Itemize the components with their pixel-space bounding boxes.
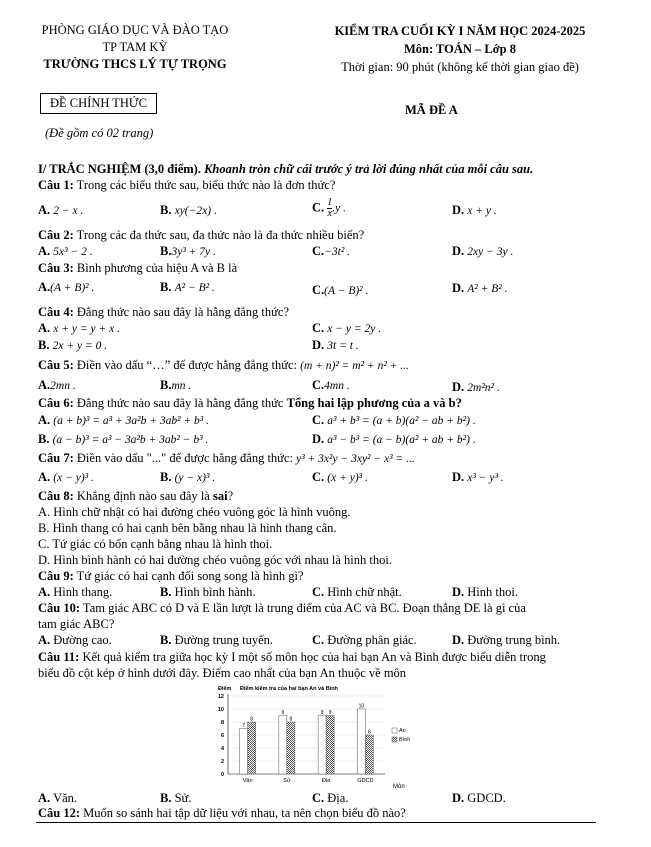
q9-option-c[interactable]: C. Hình chữ nhật. xyxy=(312,585,402,599)
q3-option-c[interactable]: C.(A − B)² . xyxy=(312,283,369,297)
q11-option-c[interactable]: C. Địa. xyxy=(312,791,349,805)
legend-label: Bình xyxy=(399,737,411,743)
official-box: ĐỀ CHÍNH THỨC xyxy=(40,93,157,114)
chart-ytick-label: 10 xyxy=(217,707,224,713)
q5-option-d[interactable]: D. 2m²n² . xyxy=(452,380,500,394)
chart-category-label: GDCD xyxy=(357,778,374,784)
chart-data-label: 10 xyxy=(358,703,365,710)
legend-label: An xyxy=(399,728,406,734)
chart-data-label: 7 xyxy=(242,723,246,729)
chart-bar-an xyxy=(240,729,248,775)
q5-option-a[interactable]: A.2mn . xyxy=(38,378,76,392)
question-6: Câu 6: Đẳng thức nào sau đây là hằng đẳng thức Tổng hai lập phương của a và b? xyxy=(38,396,462,410)
chart-bar-binh xyxy=(326,716,334,775)
q7-option-a[interactable]: A. (x − y)³ . xyxy=(38,470,94,484)
question-10: Câu 10: Tam giác ABC có D và E lần lượt là trung điểm của AC và BC. Đoạn thẳng DE là gì của xyxy=(38,601,526,615)
legend-swatch-an xyxy=(392,728,397,733)
school-name: TRƯỜNG THCS LÝ TỰ TRỌNG xyxy=(43,57,227,71)
q6-option-a[interactable]: A. (a + b)³ = a³ + 3a²b + 3ab² + b³ . xyxy=(38,413,209,427)
chart-data-label: 9 xyxy=(320,710,324,716)
chart-bar-an xyxy=(279,716,287,775)
question-2: Câu 2: Trong các đa thức sau, đa thức nào là đa thức nhiều biến? xyxy=(38,228,365,242)
chart-ylabel: Điểm xyxy=(218,686,232,692)
q6-option-b[interactable]: B. (a − b)³ = a³ − 3a²b + 3ab² − b³ . xyxy=(38,432,209,446)
legend-swatch-binh xyxy=(392,737,397,742)
q6-option-d[interactable]: D. a³ − b³ = (a − b)(a² + ab + b²) . xyxy=(312,432,476,446)
q1-option-a[interactable]: A. 2 − x . xyxy=(38,203,84,217)
chart-xlabel: Môn xyxy=(393,784,405,789)
section-title: I/ TRẮC NGHIỆM (3,0 điểm). xyxy=(38,162,201,176)
q8-option-a[interactable]: A. Hình chữ nhật có hai đường chéo vuông góc là hình vuông. xyxy=(38,505,351,519)
q9-option-a[interactable]: A. Hình thang. xyxy=(38,585,113,599)
q2-option-c[interactable]: C.−3t² . xyxy=(312,244,351,258)
q7-option-d[interactable]: D. x³ − y³ . xyxy=(452,470,504,484)
chart-ytick-label: 2 xyxy=(220,759,224,765)
q4-option-b[interactable]: B. 2x + y = 0 . xyxy=(38,338,108,352)
double-bar-chart xyxy=(200,684,465,789)
question-3: Câu 3: Bình phương của hiệu A và B là xyxy=(38,261,238,275)
chart-bar-binh xyxy=(248,722,256,774)
q3-option-b[interactable]: B. A² − B² . xyxy=(160,280,215,294)
dept-line2: TP TAM KỲ xyxy=(102,40,168,54)
q9-option-b[interactable]: B. Hình bình hành. xyxy=(160,585,256,599)
q8-option-b[interactable]: B. Hình thang có hai cạnh bên bằng nhau là hình thang cân. xyxy=(38,521,337,535)
q5-option-b[interactable]: B.mn . xyxy=(160,378,192,392)
chart-category-label: Văn xyxy=(242,778,253,784)
question-11-cont: biểu đồ cột kép ở hình dưới đây. Điểm cao nhất của bạn An thuộc về môn xyxy=(38,666,407,680)
question-10-cont: tam giác ABC? xyxy=(38,617,115,631)
q10-option-b[interactable]: B. Đường trung tuyến. xyxy=(160,633,274,647)
exam-code: MÃ ĐỀ A xyxy=(405,103,458,117)
header-left xyxy=(20,22,250,73)
chart-bar-binh xyxy=(287,722,295,774)
q1-option-d[interactable]: D. x + y . xyxy=(452,203,497,217)
question-9: Câu 9: Tứ giác có hai cạnh đối song song là hình gì? xyxy=(38,569,304,583)
section-title-line xyxy=(38,162,533,177)
q8-option-c[interactable]: C. Tứ giác có bốn cạnh bằng nhau là hình thoi. xyxy=(38,537,273,551)
chart-category-label: Địa xyxy=(321,778,331,784)
chart-ytick-label: 4 xyxy=(220,746,224,752)
question-11: Câu 11: Kết quả kiểm tra giữa học kỳ I một số môn học của hai bạn An và Bình được biểu diễn trong xyxy=(38,650,546,664)
pages-note: (Đề gồm có 02 trang) xyxy=(45,126,154,140)
q2-option-a[interactable]: A. 5x³ − 2 . xyxy=(38,244,93,258)
q3-option-d[interactable]: D. A² + B² . xyxy=(452,281,508,295)
q1-option-c[interactable]: C. $\frac{1}{x}$ .y . xyxy=(312,197,347,219)
q4-option-d[interactable]: D. 3t = t . xyxy=(312,338,359,352)
question-5: Câu 5: Điền vào dấu “…” để được hằng đẳng thức: (m + n)² = m² + n² + ... xyxy=(38,358,409,372)
exam-time: Thời gian: 90 phút (không kể thời gian giao đề) xyxy=(341,60,579,74)
q11-option-d[interactable]: D. GDCD. xyxy=(452,791,506,805)
chart-bar-binh xyxy=(365,735,373,774)
q4-option-c[interactable]: C. x − y = 2y . xyxy=(312,321,382,335)
q11-option-b[interactable]: B. Sử. xyxy=(160,791,192,805)
chart-ytick-label: 6 xyxy=(220,733,224,739)
dept-line1: PHÒNG GIÁO DỤC VÀ ĐÀO TẠO xyxy=(41,23,229,37)
question-1 xyxy=(38,178,335,193)
q1-fraction: $\frac{1}{x}$ xyxy=(327,197,333,219)
question-12: Câu 12: Muốn so sánh hai tập dữ liệu với nhau, ta nên chọn biểu đồ nào? xyxy=(38,806,406,820)
q2-option-d[interactable]: D. 2xy − 3y . xyxy=(452,244,514,258)
q9-option-d[interactable]: D. Hình thoi. xyxy=(452,585,518,599)
q5-option-c[interactable]: C.4mn . xyxy=(312,378,350,392)
exam-title: KIỂM TRA CUỐI KỲ I NĂM HỌC 2024-2025 xyxy=(334,24,586,38)
question-8: Câu 8: Khẳng định nào sau đây là sai? xyxy=(38,489,234,503)
chart-data-label: 8 xyxy=(250,716,254,723)
q11-option-a[interactable]: A. Văn. xyxy=(38,791,78,805)
chart-data-label: 8 xyxy=(289,716,293,723)
q7-option-c[interactable]: C. (x + y)³ . xyxy=(312,470,368,484)
q1-label: Câu 1: xyxy=(38,178,74,192)
chart-ytick-label: 0 xyxy=(220,772,224,778)
q8-option-d[interactable]: D. Hình bình hành có hai đường chéo vuông góc với nhau là hình thoi. xyxy=(38,553,392,567)
question-7: Câu 7: Điền vào dấu "..." để được hằng đẳng thức: y³ + 3x²y − 3xy² − x³ = ... xyxy=(38,451,415,465)
bottom-rule xyxy=(36,822,596,823)
q10-option-c[interactable]: C. Đường phân giác. xyxy=(312,633,417,647)
chart-ytick-label: 12 xyxy=(217,694,224,700)
q7-option-b[interactable]: B. (y − x)³ . xyxy=(160,470,216,484)
chart-data-label: 9 xyxy=(281,710,285,716)
chart-legend xyxy=(392,728,410,743)
q4-option-a[interactable]: A. x + y = y + x . xyxy=(38,321,120,335)
question-4: Câu 4: Đẳng thức nào sau đây là hằng đẳng thức? xyxy=(38,305,289,319)
q6-option-c[interactable]: C. a³ + b³ = (a + b)(a² − ab + b²) . xyxy=(312,413,476,427)
chart-bars xyxy=(240,704,374,785)
chart-data-label: 9 xyxy=(328,710,332,716)
q10-option-a[interactable]: A. Đường cao. xyxy=(38,633,112,647)
chart-category-label: Sử xyxy=(283,778,291,784)
subject: Môn: TOÁN – Lớp 8 xyxy=(403,42,517,56)
q1-text: Trong các biểu thức sau, biểu thức nào là đơn thức? xyxy=(73,178,336,192)
chart-ytick-label: 8 xyxy=(220,720,224,726)
chart-title: Điểm kiểm tra của hai bạn An và Bình xyxy=(240,686,338,692)
section-instruction: Khoanh tròn chữ cái trước ý trả lời đúng nhất của mỗi câu sau. xyxy=(200,162,534,176)
q10-option-d[interactable]: D. Đường trung bình. xyxy=(452,633,561,647)
q1-option-b[interactable]: B. xy(−2x) . xyxy=(160,203,217,217)
q3-option-a[interactable]: A.(A + B)² . xyxy=(38,280,95,294)
chart-data-label: 6 xyxy=(367,729,371,736)
chart-bar-an xyxy=(357,709,365,774)
chart-bar-an xyxy=(318,716,326,775)
q2-option-b[interactable]: B.3y³ + 7y . xyxy=(160,244,216,258)
header-right xyxy=(290,22,630,76)
